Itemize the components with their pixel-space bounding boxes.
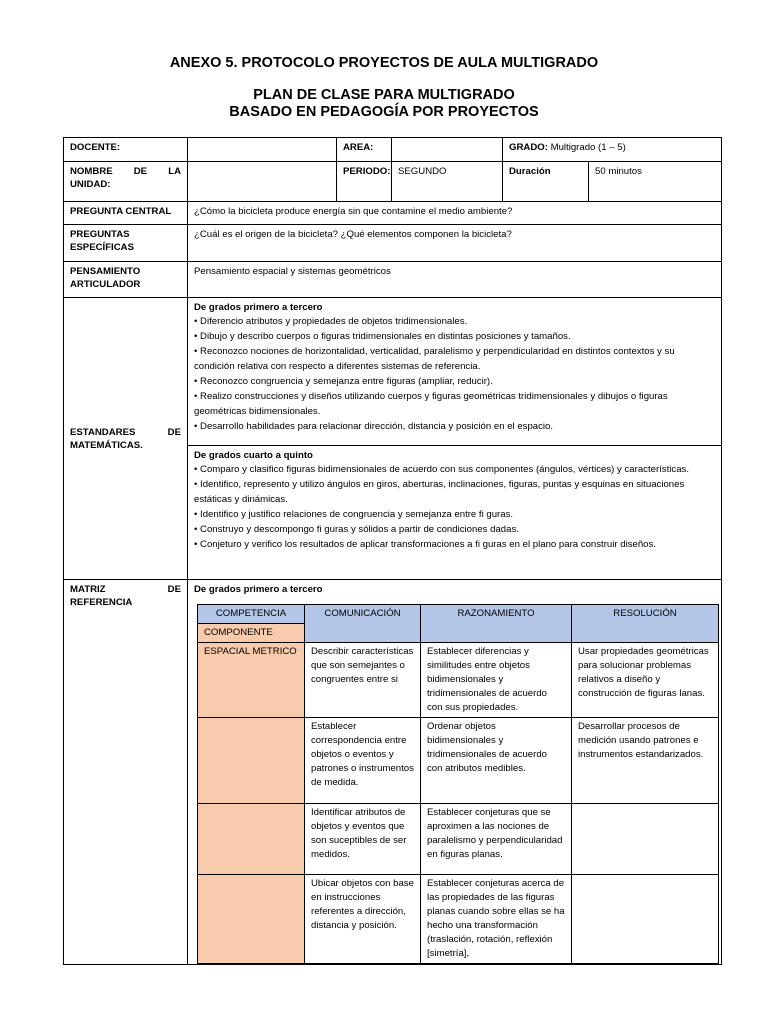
pensamiento-value: Pensamiento espacial y sistemas geométricos	[188, 262, 722, 298]
plan-title	[0, 87, 768, 121]
componente-label: COMPONENTE	[198, 624, 305, 643]
table-cell: Ordenar objetos bidimensionales y tridimensionales de acuerdo con atributos medibles.	[421, 718, 572, 804]
table-cell: Establecer correspondencia entre objetos o eventos y patrones o instrumentos de medida.	[305, 718, 421, 804]
grado-label: GRADO:	[509, 142, 548, 153]
grado-cell	[503, 138, 722, 162]
docente-label: DOCENTE:	[64, 138, 188, 162]
table-cell: Ubicar objetos con base en instrucciones referentes a dirección, distancia y posición.	[305, 875, 421, 964]
estandar-item: • Dibujo y describo cuerpos o figuras tridimensionales en distintas posiciones y tamaños.	[194, 331, 571, 342]
estandares-label-line-2: MATEMÁTICAS.	[70, 439, 143, 451]
estandar-item: • Identifico, represento y utilizo ángulos en giros, aberturas, inclinaciones, figuras, puntas y esquinas en situaciones estáticas y dinámicas.	[194, 479, 685, 505]
estandares-label	[64, 298, 188, 580]
table-cell	[572, 875, 719, 964]
plan-table	[63, 137, 722, 965]
resolucion-header: RESOLUCIÓN	[572, 605, 719, 643]
matriz-group-title: De grados primero a tercero	[194, 584, 323, 595]
estandares-group-1	[188, 298, 722, 446]
competencias-table	[197, 604, 719, 964]
table-cell: Desarrollar procesos de medición usando patrones e instrumentos estandarizados.	[572, 718, 719, 804]
document-title: ANEXO 5. PROTOCOLO PROYECTOS DE AULA MULTIGRADO	[169, 55, 599, 71]
estandar-item: • Diferencio atributos y propiedades de objetos tridimensionales.	[194, 316, 468, 327]
periodo-label: PERIODO:	[337, 162, 392, 202]
unidad-label	[64, 162, 188, 202]
duracion-label: Duración	[503, 162, 589, 202]
table-cell: Usar propiedades geométricas para solucionar problemas relativos a diseño y construcción de figuras lanas.	[572, 643, 719, 718]
table-cell: Establecer diferencias y similitudes entre objetos bidimensionales y tridimensionales de acuerdo con sus propiedades.	[421, 643, 572, 718]
matriz-label-line-2: REFERENCIA	[70, 597, 133, 608]
table-cell: Establecer conjeturas acerca de las propiedades de las figuras planas cuando sobre ellas se ha hecho una transformación (traslación, rotación, reflexión [simetría],	[421, 875, 572, 964]
estandares-group-2-title: De grados cuarto a quinto	[194, 450, 313, 461]
table-cell: Describir características que son semejantes o congruentes entre si	[305, 643, 421, 718]
estandar-item: • Reconozco congruencia y semejanza entre figuras (ampliar, reducir).	[194, 376, 493, 387]
estandares-group-1-title: De grados primero a tercero	[194, 302, 323, 313]
unidad-field[interactable]	[188, 162, 337, 202]
pregunta-central-value: ¿Cómo la bicicleta produce energía sin que contamine el medio ambiente?	[188, 202, 722, 225]
estandar-item: • Conjeturo y verifico los resultados de aplicar transformaciones a fi guras en el plano para construir diseños.	[194, 539, 656, 550]
pensamiento-label: PENSAMIENTO ARTICULADOR	[64, 262, 188, 298]
estandar-item: • Desarrollo habilidades para relacionar dirección, distancia y posición en el espacio.	[194, 421, 554, 432]
estandar-item: • Construyo y descompongo fi guras y sólidos a partir de condiciones dadas.	[194, 524, 519, 535]
estandar-item: • Identifico y justifico relaciones de congruencia y semejanza entre fi guras.	[194, 509, 514, 520]
matriz-content	[188, 580, 722, 965]
comunicacion-header: COMUNICACIÓN	[305, 605, 421, 643]
table-cell: Identificar atributos de objetos y eventos que son suceptibles de ser medidos.	[305, 804, 421, 875]
pregunta-central-label: PREGUNTA CENTRAL	[64, 202, 188, 225]
grado-value: Multigrado (1 – 5)	[550, 142, 626, 153]
plan-title-line-1: PLAN DE CLASE PARA MULTIGRADO	[253, 87, 515, 103]
table-cell	[572, 804, 719, 875]
competencia-header: COMPETENCIA	[198, 605, 305, 624]
preguntas-especificas-value: ¿Cuál es el origen de la bicicleta? ¿Qué elementos componen la bicicleta?	[188, 225, 722, 262]
duracion-value: 50 minutos	[589, 162, 722, 202]
componente-cell	[198, 718, 305, 804]
estandar-item: • Comparo y clasifico figuras bidimensionales de acuerdo con sus componentes (ángulos, vértices) y características.	[194, 464, 690, 475]
docente-field[interactable]	[188, 138, 337, 162]
unidad-label-line-1: NOMBRE DE LA	[70, 166, 181, 177]
matriz-label-line-1: MATRIZ DE	[70, 584, 181, 595]
estandar-item: • Reconozco nociones de horizontalidad, verticalidad, paralelismo y perpendicularidad en distintos contextos y su condición relativa con respecto a diferentes sistemas de referencia.	[194, 346, 675, 372]
matriz-label	[64, 580, 188, 965]
unidad-label-line-2: UNIDAD:	[70, 179, 111, 190]
estandares-label-line-1: ESTANDARES DE	[70, 426, 181, 438]
estandares-group-2	[188, 446, 722, 580]
area-field[interactable]	[392, 138, 503, 162]
componente-cell	[198, 804, 305, 875]
estandar-item: • Realizo construcciones y diseños utilizando cuerpos y figuras geométricas tridimensionales y dibujos o figuras geométricas bidimensionales.	[194, 391, 668, 417]
area-label: AREA:	[337, 138, 392, 162]
periodo-value: SEGUNDO	[392, 162, 503, 202]
razonamiento-header: RAZONAMIENTO	[421, 605, 572, 643]
plan-title-line-2: BASADO EN PEDAGOGÍA POR PROYECTOS	[229, 104, 539, 120]
table-cell: Establecer conjeturas que se aproximen a las nociones de paralelismo y perpendicularidad en figuras planas.	[421, 804, 572, 875]
componente-cell	[198, 875, 305, 964]
preguntas-especificas-label: PREGUNTAS ESPECÍFICAS	[64, 225, 188, 262]
espacial-metrico-label: ESPACIAL METRICO	[198, 643, 305, 718]
